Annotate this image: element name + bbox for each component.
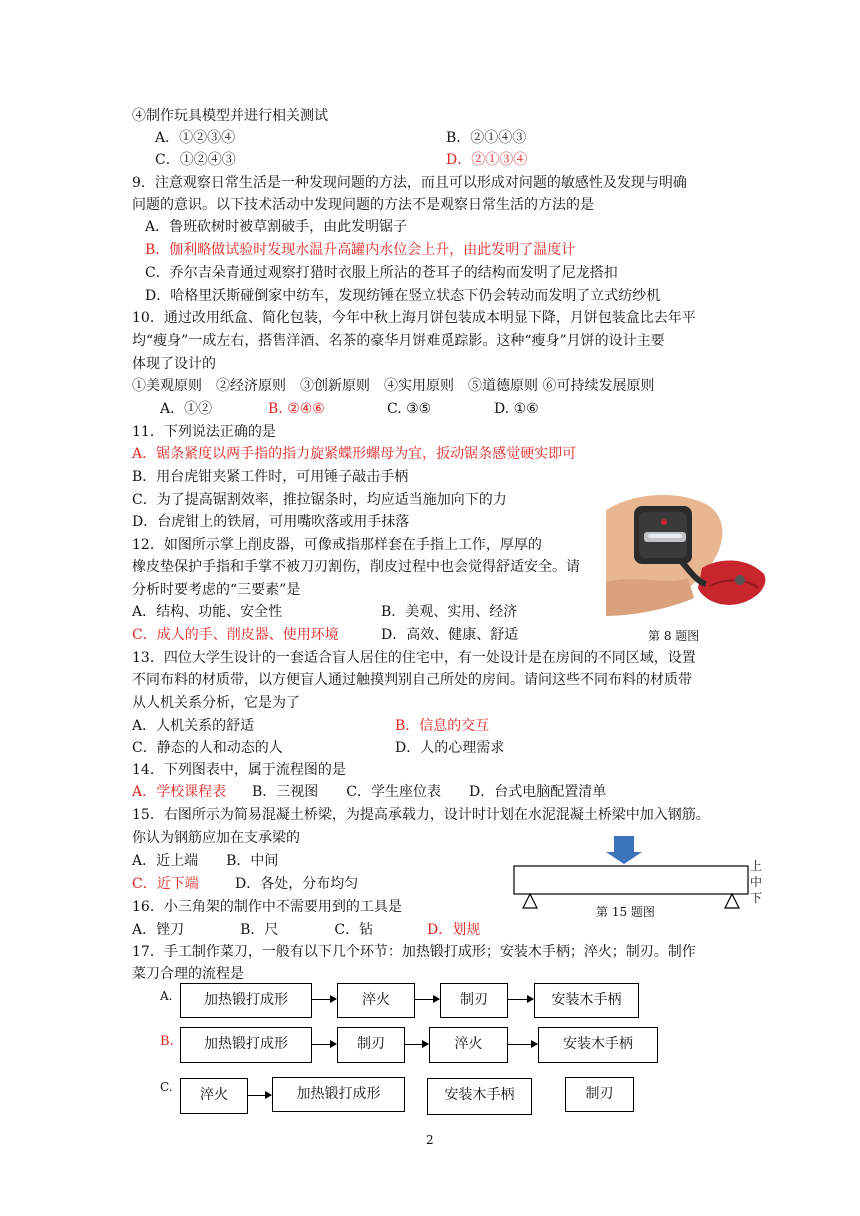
q9-option-d: D．哈格里沃斯碰倒家中纺车，发现纺锤在竖立状态下仍会转动而发明了立式纺纱机 xyxy=(145,288,661,304)
flow-c-step-2: 加热锻打成形 xyxy=(272,1077,405,1112)
q9-option-c: C．乔尔吉朵青通过观察打猎时衣服上所沾的苍耳子的结构而发明了尼龙搭扣 xyxy=(145,265,618,281)
q14-option-a-answer: A．学校课程表 xyxy=(132,784,227,800)
flow-c-step-3: 安装木手柄 xyxy=(427,1078,532,1115)
flow-a-step-2: 淬火 xyxy=(337,983,415,1018)
flow-b-arrow-1 xyxy=(311,1044,336,1045)
question-10: 10．通过改用纸盒、简化包装，今年中秋上海月饼包装成本明显下降，月饼包装盒比去年平 xyxy=(132,310,696,326)
question-13: 13．四位大学生设计的一套适合盲人居住的住宅中，有一处设计是在房间的不同区域，设置 xyxy=(132,650,696,666)
question-17: 17．手工制作菜刀，一般有以下几个环节：加热锻打成形；安装木手柄；淬火；制刃。制作 xyxy=(132,944,696,960)
figure-15-caption: 第 15 题图 xyxy=(596,905,655,919)
flow-b-step-4: 安装木手柄 xyxy=(538,1027,658,1063)
figure-8-caption: 第 8 题图 xyxy=(648,629,700,643)
flow-b-step-2: 制刃 xyxy=(337,1027,405,1063)
q11-option-c: C．为了提高锯割效率，推拉锯条时，均应适当施加向下的力 xyxy=(132,492,507,508)
flow-c-step-4: 制刃 xyxy=(565,1077,634,1112)
beam-label-middle: 中 xyxy=(750,875,763,889)
peeler-photo xyxy=(606,482,770,622)
question-9-cont: 问题的意识。以下技术活动中发现问题的方法不是观察日常生活的方法的是 xyxy=(132,197,594,213)
q9-option-a: A．鲁班砍树时被草割破手，由此发明锯子 xyxy=(145,219,408,235)
flow-c-step-1: 淬火 xyxy=(180,1078,248,1114)
flow-a-step-4: 安装木手柄 xyxy=(534,983,639,1018)
q17-option-b-answer: B. xyxy=(160,1034,174,1049)
q13-option-d: D．人的心理需求 xyxy=(395,740,505,756)
beam-label-bottom: 下 xyxy=(750,891,763,905)
q15-options-ab: A．近上端 B．中间 xyxy=(132,853,279,869)
question-12-cont2: 分析时要考虑的“三要素”是 xyxy=(132,582,301,598)
text-line: ④制作玩具模型并进行相关测试 xyxy=(132,108,328,124)
q10-option-d: D. ①⑥ xyxy=(494,401,539,417)
option-d-answer: D．②①③④ xyxy=(446,152,528,168)
question-12-cont: 橡皮垫保护手指和手掌不被刀刃割伤，削皮过程中也会觉得舒适安全。请 xyxy=(132,559,580,575)
q11-option-a-answer: A．锯条紧度以两手指的指力旋紧蝶形螺母为宜，扳动锯条感觉硬实即可 xyxy=(132,446,577,462)
q12-option-b: B．美观、实用、经济 xyxy=(381,604,518,620)
q17-option-c: C. xyxy=(160,1080,173,1094)
q13-option-b-answer: B．信息的交互 xyxy=(395,718,490,734)
question-17-cont: 菜刀合理的流程是 xyxy=(132,966,244,982)
question-13-cont2: 从人机关系分析，它是为了 xyxy=(132,695,300,711)
question-9: 9．注意观察日常生活是一种发现问题的方法，而且可以形成对问题的敏感性及发现与明确 xyxy=(132,175,687,191)
option-a: A．①②③④ xyxy=(155,130,236,146)
question-14: 14．下列图表中，属于流程图的是 xyxy=(132,762,346,778)
flow-b-step-3: 淬火 xyxy=(429,1027,508,1063)
flow-b-arrow-2 xyxy=(404,1044,428,1045)
flow-a-arrow-2 xyxy=(414,999,439,1000)
question-10-principles: ①美观原则 ②经济原则 ③创新原则 ④实用原则 ⑤道德原则 ⑥可持续发展原则 xyxy=(132,378,655,394)
question-10-cont: 均“瘦身”一成左右，搭售洋酒、名茶的豪华月饼难觅踪影。这种“瘦身”月饼的设计主要 xyxy=(132,333,665,349)
question-15-cont: 你认为钢筋应加在支承梁的 xyxy=(132,830,300,846)
flow-b-step-1: 加热锻打成形 xyxy=(180,1027,312,1063)
option-c: C．①②④③ xyxy=(155,152,236,168)
flow-c-arrow-1 xyxy=(247,1095,271,1096)
option-b: B．②①④③ xyxy=(446,130,527,146)
q13-option-c: C．静态的人和动态的人 xyxy=(132,740,283,756)
q16-options-abc: A．锉刀 B．尺 C．钻 xyxy=(132,922,374,938)
q15-option-d: D．各处，分布均匀 xyxy=(235,876,359,892)
q10-option-c: C. ③⑤ xyxy=(387,401,432,417)
q15-option-c-answer: C．近下端 xyxy=(132,876,199,892)
flow-a-arrow-1 xyxy=(311,999,336,1000)
question-16: 16．小三角架的制作中不需要用到的工具是 xyxy=(132,899,402,915)
q11-option-b: B．用台虎钳夹紧工件时，可用锤子敲击手柄 xyxy=(132,469,409,485)
q12-option-a: A．结构、功能、安全性 xyxy=(132,604,283,620)
flow-a-step-1: 加热锻打成形 xyxy=(180,983,312,1018)
q12-option-c-answer: C．成人的手、削皮器、使用环境 xyxy=(132,627,339,643)
q16-option-d-answer: D．划规 xyxy=(427,922,481,938)
q10-option-b-answer: B. ②④⑥ xyxy=(268,401,325,417)
flow-b-arrow-3 xyxy=(507,1044,537,1045)
question-11: 11．下列说法正确的是 xyxy=(132,424,276,440)
question-15: 15．右图所示为简易混凝土桥梁，为提高承载力，设计时计划在水泥混凝土桥梁中加入钢筋。 xyxy=(132,807,710,823)
q12-option-d: D．高效、健康、舒适 xyxy=(381,627,519,643)
beam-label-top: 上 xyxy=(750,859,763,873)
flow-a-arrow-3 xyxy=(507,999,533,1000)
page-number: 2 xyxy=(426,1133,434,1147)
question-10-cont2: 体现了设计的 xyxy=(132,356,216,372)
question-12: 12．如图所示掌上削皮器，可像戒指那样套在手指上工作，厚厚的 xyxy=(132,537,542,553)
q13-option-a: A．人机关系的舒适 xyxy=(132,718,255,734)
q9-option-b-answer: B．伽利略做试验时发现水温升高罐内水位会上升，由此发明了温度计 xyxy=(145,242,576,258)
q10-option-a: A．①② xyxy=(160,401,213,417)
q14-other-options: B．三视图 C．学生座位表 D．台式电脑配置清单 xyxy=(238,784,607,800)
q11-option-d: D．台虎钳上的铁屑，可用嘴吹落或用手抹落 xyxy=(132,514,410,530)
flow-a-step-3: 制刃 xyxy=(440,983,508,1018)
q17-option-a: A. xyxy=(160,989,173,1003)
question-13-cont: 不同布料的材质带，以方便盲人通过触摸判别自己所处的房间。请问这些不同布料的材质带 xyxy=(132,672,692,688)
